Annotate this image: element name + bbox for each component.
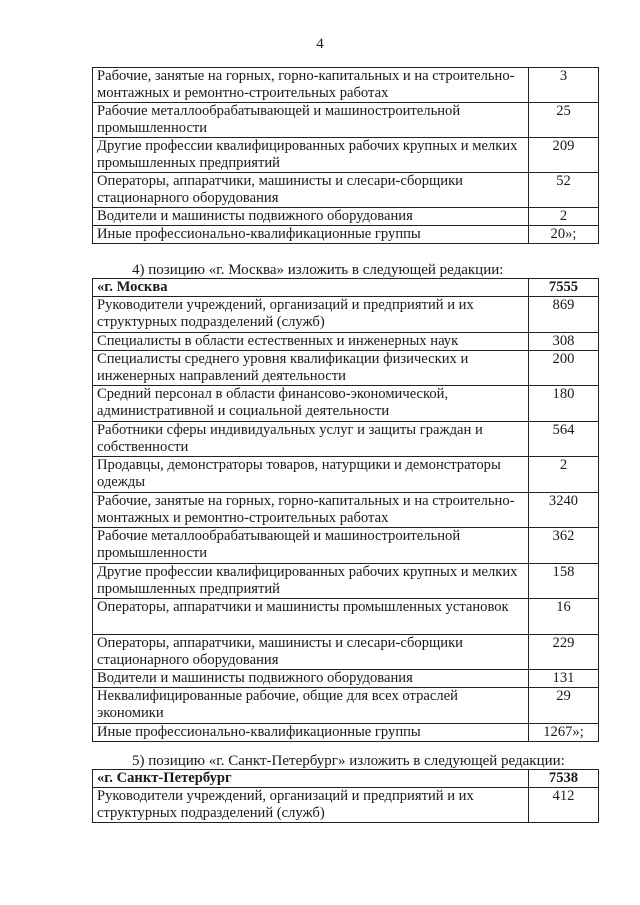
- row-label: Рабочие металлообрабатывающей и машиностроительной промышленности: [93, 528, 529, 564]
- table-row: [93, 350, 599, 386]
- region-total: 7538: [529, 770, 599, 788]
- row-value: 564: [529, 421, 599, 457]
- row-label: Операторы, аппаратчики, машинисты и слесари-сборщики стационарного оборудования: [93, 634, 529, 670]
- row-value: 131: [529, 670, 599, 688]
- page-number: 4: [316, 36, 324, 52]
- row-label: Операторы, аппаратчики, машинисты и слесари-сборщики стационарного оборудования: [93, 173, 529, 208]
- table-row: [93, 670, 599, 688]
- row-label: Операторы, аппаратчики и машинисты промышленных установок: [93, 599, 529, 635]
- row-value: 158: [529, 563, 599, 599]
- row-value: 2: [529, 208, 599, 226]
- row-label: Специалисты в области естественных и инженерных наук: [93, 332, 529, 350]
- region-name: «г. Санкт-Петербург: [93, 770, 529, 788]
- row-label: Работники сферы индивидуальных услуг и защиты граждан и собственности: [93, 421, 529, 457]
- row-label: Рабочие, занятые на горных, горно-капитальных и на строительно-монтажных и ремонтно-строительных работах: [93, 68, 529, 103]
- table-moscow: [92, 278, 599, 742]
- table-row: [93, 528, 599, 564]
- row-label: Неквалифицированные рабочие, общие для всех отраслей экономики: [93, 688, 529, 724]
- table-row: [93, 332, 599, 350]
- table-row: [93, 688, 599, 724]
- table-saint-petersburg: [92, 769, 599, 823]
- row-value: 3240: [529, 492, 599, 528]
- row-value: 1267»;: [529, 723, 599, 741]
- row-value: 308: [529, 332, 599, 350]
- table-row: [93, 208, 599, 226]
- row-value: 412: [529, 788, 599, 823]
- row-label: Другие профессии квалифицированных рабочих крупных и мелких промышленных предприятий: [93, 138, 529, 173]
- table-row: [93, 492, 599, 528]
- row-value: 2: [529, 457, 599, 493]
- row-value: 29: [529, 688, 599, 724]
- table-row: [93, 226, 599, 244]
- table-row: [93, 68, 599, 103]
- table-row: [93, 788, 599, 823]
- row-label: Руководители учреждений, организаций и предприятий и их структурных подразделений (служб): [93, 788, 529, 823]
- row-value: 20»;: [529, 226, 599, 244]
- table-row: [93, 297, 599, 333]
- table-row: [93, 723, 599, 741]
- row-value: 25: [529, 103, 599, 138]
- table-row: [93, 386, 599, 422]
- row-label: Специалисты среднего уровня квалификации физических и инженерных направлений деятельности: [93, 350, 529, 386]
- row-label: Другие профессии квалифицированных рабочих крупных и мелких промышленных предприятий: [93, 563, 529, 599]
- table-row: [93, 563, 599, 599]
- table-row: [93, 421, 599, 457]
- row-value: 229: [529, 634, 599, 670]
- row-label: Средний персонал в области финансово-экономической, административной и социальной деятельности: [93, 386, 529, 422]
- row-value: 869: [529, 297, 599, 333]
- row-label: Продавцы, демонстраторы товаров, натурщики и демонстраторы одежды: [93, 457, 529, 493]
- row-label: Иные профессионально-квалификационные группы: [93, 226, 529, 244]
- row-value: 16: [529, 599, 599, 635]
- row-value: 362: [529, 528, 599, 564]
- region-name: «г. Москва: [93, 279, 529, 297]
- row-value: 180: [529, 386, 599, 422]
- table-row: [93, 457, 599, 493]
- table-header-row: [93, 770, 599, 788]
- table-header-row: [93, 279, 599, 297]
- table-row: [93, 138, 599, 173]
- paragraph-4: 4) позицию «г. Москва» изложить в следующей редакции:: [132, 262, 504, 278]
- row-label: Иные профессионально-квалификационные группы: [93, 723, 529, 741]
- table-row: [93, 173, 599, 208]
- row-label: Руководители учреждений, организаций и предприятий и их структурных подразделений (служб): [93, 297, 529, 333]
- table-row: [93, 103, 599, 138]
- row-label: Водители и машинисты подвижного оборудования: [93, 208, 529, 226]
- row-label: Рабочие, занятые на горных, горно-капитальных и на строительно-монтажных и ремонтно-строительных работах: [93, 492, 529, 528]
- row-label: Водители и машинисты подвижного оборудования: [93, 670, 529, 688]
- row-value: 3: [529, 68, 599, 103]
- row-value: 209: [529, 138, 599, 173]
- paragraph-5: 5) позицию «г. Санкт-Петербург» изложить в следующей редакции:: [132, 753, 565, 769]
- table-row: [93, 634, 599, 670]
- row-value: 200: [529, 350, 599, 386]
- table-continued-positions: [92, 67, 599, 244]
- row-label: Рабочие металлообрабатывающей и машиностроительной промышленности: [93, 103, 529, 138]
- row-value: 52: [529, 173, 599, 208]
- table-row: [93, 599, 599, 635]
- region-total: 7555: [529, 279, 599, 297]
